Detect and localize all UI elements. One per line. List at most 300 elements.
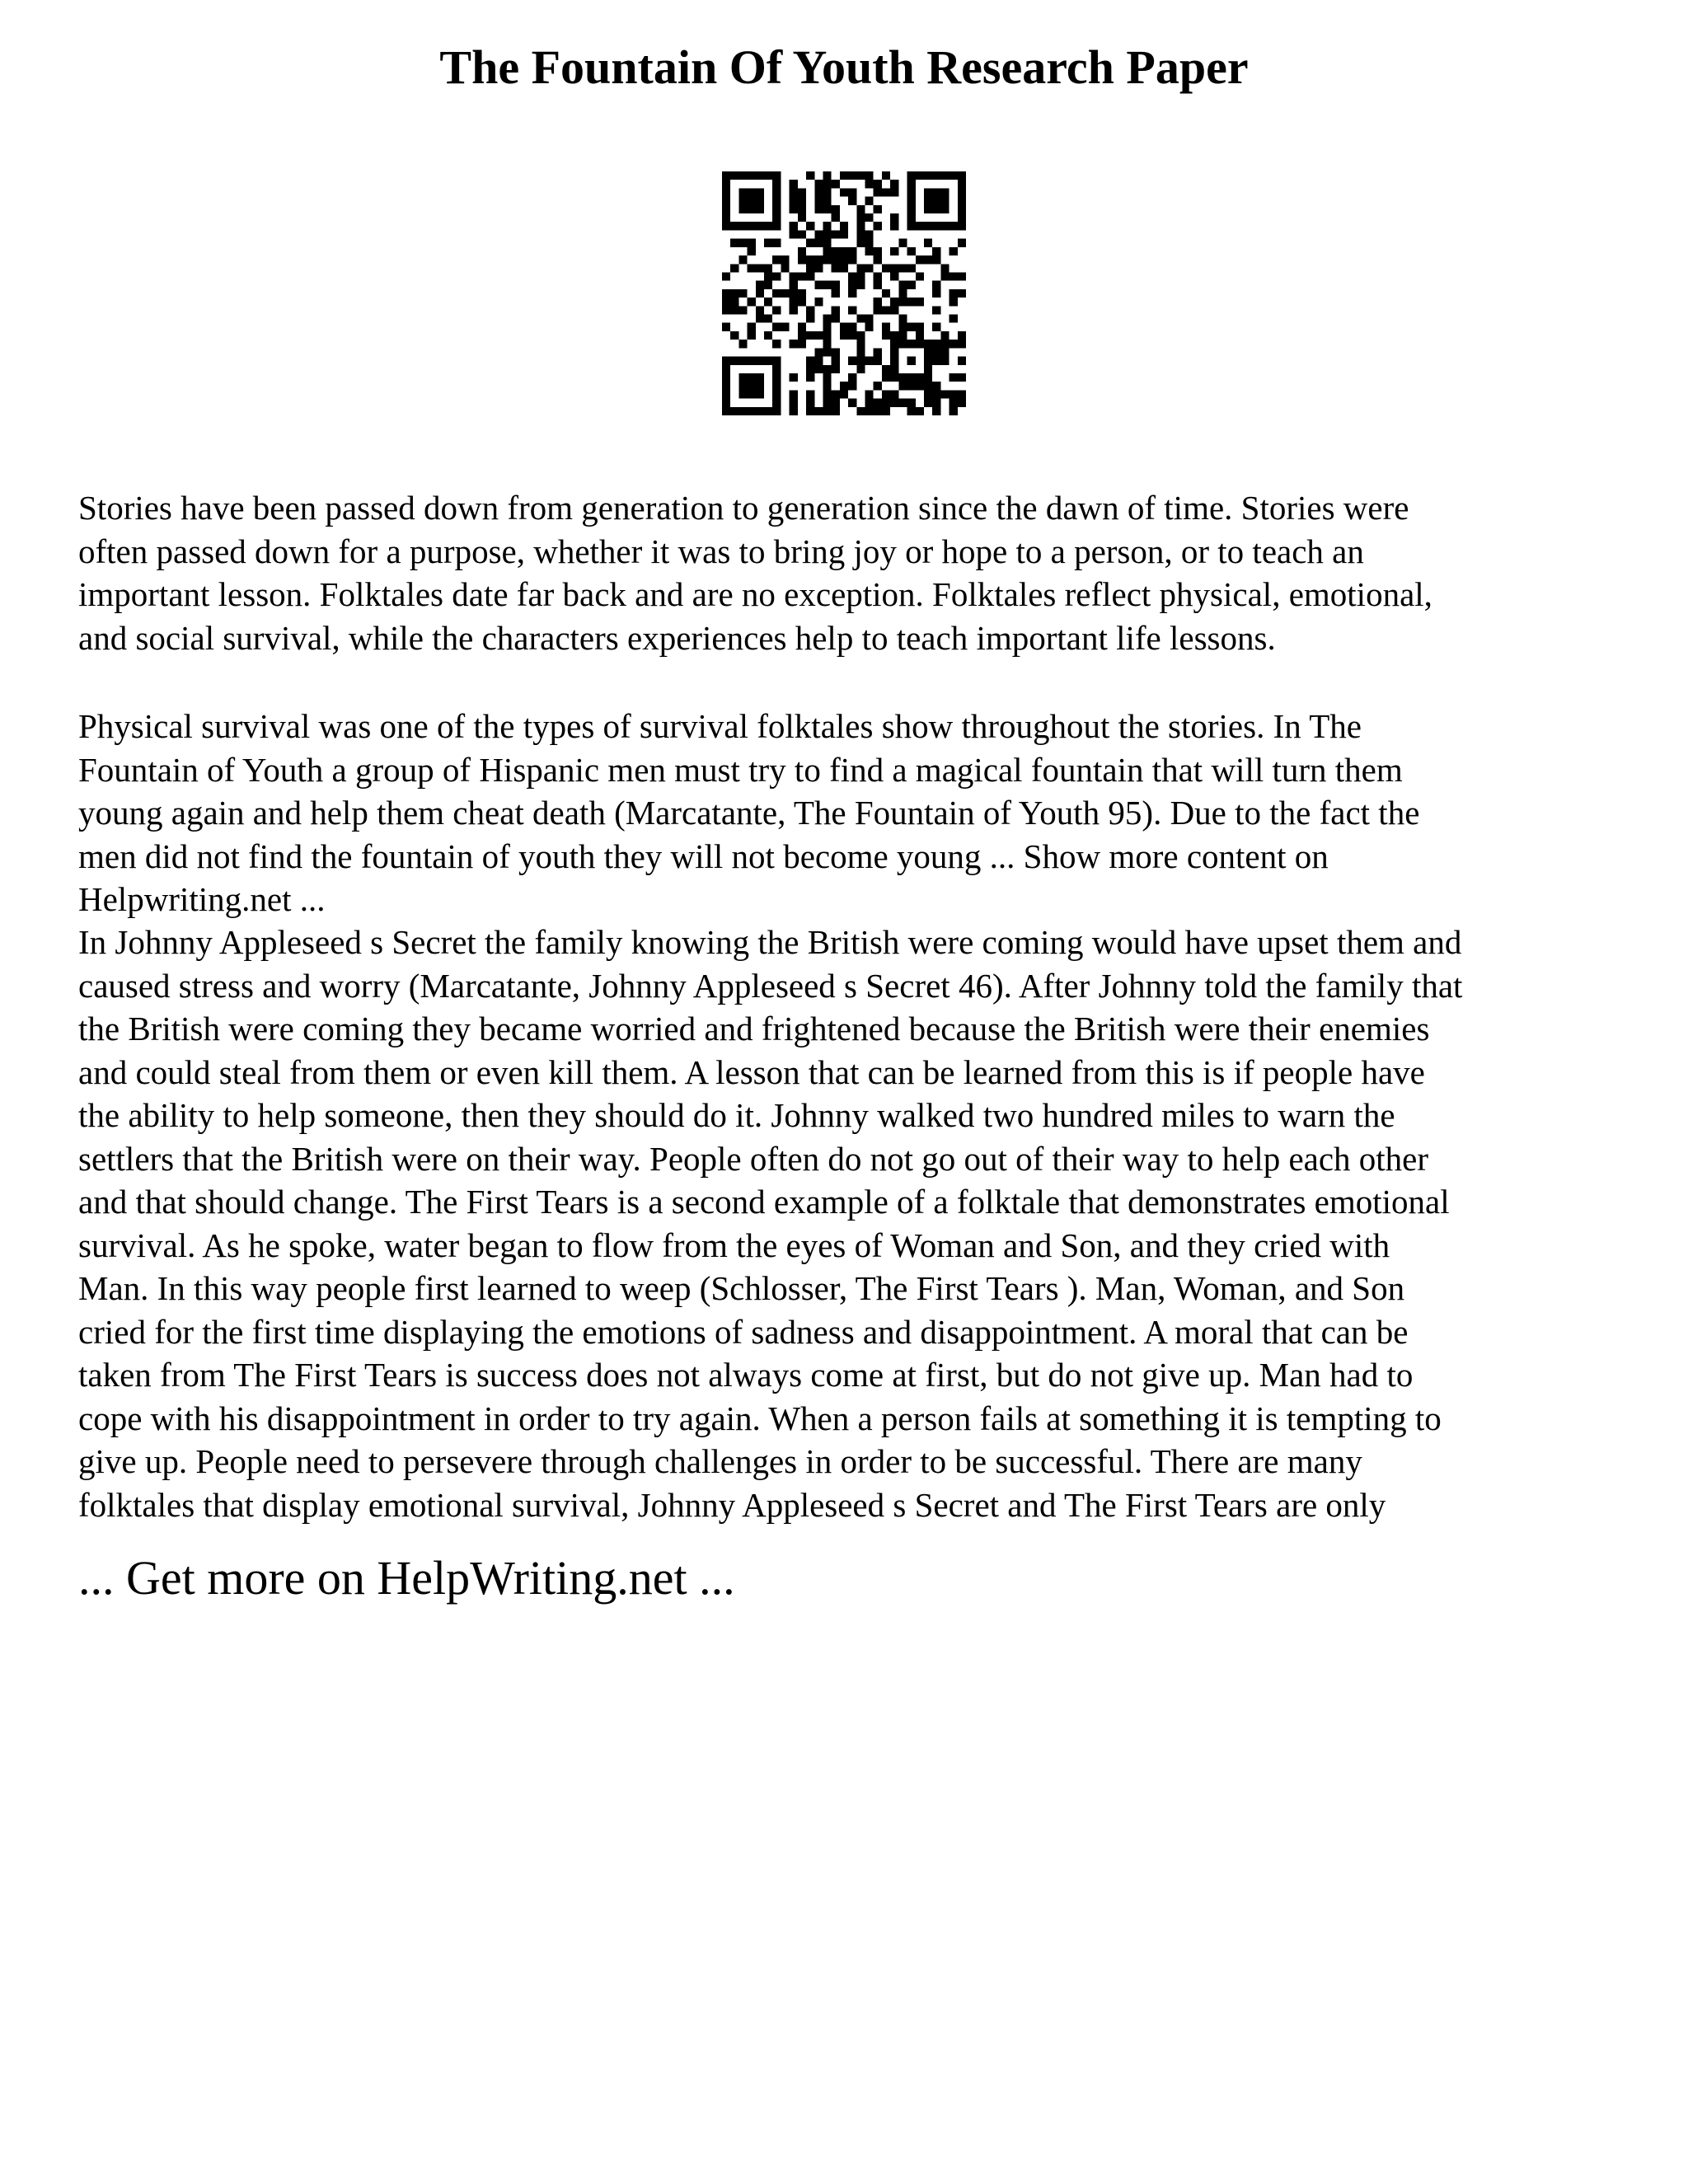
text-line: give up. People need to persevere through challenges in order to be successful. There are many [78,1442,1362,1480]
qr-module [924,348,932,356]
qr-module [940,188,949,196]
qr-module [882,365,890,373]
text-line: In Johnny Appleseed s Secret the family knowing the British were coming would have upset them and [78,923,1462,961]
qr-module [932,255,940,264]
qr-module [730,239,738,247]
qr-module [874,357,882,365]
qr-module [764,357,772,365]
qr-module [932,340,940,348]
qr-module [958,197,966,205]
qr-module [738,390,747,398]
qr-module [722,272,730,280]
qr-module [772,390,781,398]
qr-module [832,357,840,365]
qr-module [848,197,856,205]
qr-module [916,323,924,331]
qr-module [730,357,738,365]
qr-module [832,213,840,222]
qr-module [907,407,916,415]
qr-module [806,222,814,230]
qr-module [764,264,772,272]
qr-module [890,188,898,196]
qr-module [798,213,806,222]
qr-module [798,331,806,340]
text-line: and that should change. The First Tears is a second example of a folktale that demonstrates emotional [78,1183,1450,1221]
qr-module [848,399,856,407]
qr-module [764,281,772,289]
qr-module [848,281,856,289]
qr-module [823,171,831,180]
qr-module [814,239,823,247]
qr-module [882,390,890,398]
qr-module [916,407,924,415]
qr-module [722,373,730,382]
qr-module [748,171,756,180]
qr-module [874,407,882,415]
qr-module [832,255,840,264]
text-line: the ability to help someone, then they should do it. Johnny walked two hundred miles to warn the [78,1096,1395,1134]
qr-module [898,281,907,289]
qr-module [832,281,840,289]
qr-module [856,272,865,280]
qr-module [916,298,924,306]
qr-module [865,323,874,331]
qr-module [898,382,907,390]
qr-module [730,264,738,272]
qr-module [882,289,890,298]
qr-module [940,331,949,340]
qr-module [890,365,898,373]
qr-module [865,180,874,188]
qr-module [756,171,764,180]
qr-module [772,399,781,407]
qr-module [832,306,840,314]
qr-module [772,272,781,280]
qr-module [764,171,772,180]
text-line: Stories have been passed down from generation to generation since the dawn of time. Stories were [78,489,1409,527]
qr-module [798,197,806,205]
qr-module [958,180,966,188]
qr-module [840,230,848,238]
qr-module [932,289,940,298]
qr-module [907,247,916,255]
qr-module [730,331,738,340]
qr-module [738,340,747,348]
qr-module [738,357,747,365]
qr-module [790,298,798,306]
qr-module [748,247,756,255]
qr-module [874,180,882,188]
qr-module [856,357,865,365]
qr-module [748,298,756,306]
qr-module [865,399,874,407]
qr-module [907,382,916,390]
qr-module [890,222,898,230]
qr-module [738,306,747,314]
qr-module [772,407,781,415]
qr-module [924,222,932,230]
qr-module [772,188,781,196]
qr-module [932,188,940,196]
qr-module [823,331,831,340]
qr-module [907,264,916,272]
qr-module [814,188,823,196]
qr-module [882,323,890,331]
text-line: cried for the first time displaying the emotions of sadness and disappointment. A moral that can be [78,1312,1409,1351]
qr-module [814,348,823,356]
qr-module [722,382,730,390]
text-line: and could steal from them or even kill them. A lesson that can be learned from this is if people have [78,1052,1425,1091]
qr-module [932,205,940,213]
qr-module [814,180,823,188]
qr-module [790,399,798,407]
qr-module [832,315,840,323]
qr-module [958,188,966,196]
qr-module [840,390,848,398]
qr-module [874,255,882,264]
qr-module [814,298,823,306]
qr-module [856,264,865,272]
qr-module [738,239,747,247]
text-line: men did not find the fountain of youth they will not become young ... Show more content on [78,837,1329,875]
qr-module [814,255,823,264]
qr-module [950,272,958,280]
qr-module [958,340,966,348]
qr-module [806,390,814,398]
qr-module [940,357,949,365]
qr-module [890,180,898,188]
qr-module [738,382,747,390]
qr-module [924,197,932,205]
qr-module [958,357,966,365]
qr-module [874,298,882,306]
qr-module [823,340,831,348]
qr-module [748,188,756,196]
qr-module [814,230,823,238]
qr-module [848,171,856,180]
qr-module [950,407,958,415]
qr-module [882,171,890,180]
qr-module [730,306,738,314]
text-line: taken from The First Tears is success does not always come at first, but do not give up. Man had to [78,1356,1414,1394]
qr-module [798,298,806,306]
qr-module [790,188,798,196]
qr-module [823,390,831,398]
qr-module [874,188,882,196]
qr-module [764,272,772,280]
page-title: The Fountain Of Youth Research Paper [439,40,1249,94]
qr-module [865,264,874,272]
qr-module [940,264,949,272]
qr-module [907,323,916,331]
qr-module [772,323,781,331]
qr-module [932,197,940,205]
qr-module [907,373,916,382]
qr-module [748,323,756,331]
qr-module [738,222,747,230]
qr-module [806,407,814,415]
qr-module [950,373,958,382]
qr-module [738,205,747,213]
qr-module [790,340,798,348]
qr-module [848,306,856,314]
qr-module [722,222,730,230]
text-line: Fountain of Youth a group of Hispanic men must try to find a magical fountain that will turn them [78,750,1403,789]
qr-module [823,382,831,390]
qr-module [924,365,932,373]
qr-module [748,239,756,247]
qr-module [832,399,840,407]
qr-module [806,365,814,373]
qr-module [848,272,856,280]
qr-module [890,348,898,356]
qr-module [756,281,764,289]
qr-module [722,390,730,398]
qr-module [950,298,958,306]
qr-module [840,331,848,340]
text-line: often passed down for a purpose, whether it was to bring joy or hope to a person, or to teach an [78,532,1364,570]
qr-module [874,382,882,390]
qr-module [756,264,764,272]
qr-module [856,213,865,222]
qr-module [882,407,890,415]
qr-module [932,348,940,356]
qr-module [738,188,747,196]
qr-module [814,281,823,289]
qr-module [814,407,823,415]
qr-module [907,171,916,180]
text-line: folktales that display emotional survival, Johnny Appleseed s Secret and The First Tears are only [78,1485,1386,1524]
qr-module [907,357,916,365]
qr-module [738,373,747,382]
text-line: important lesson. Folktales date far back and are no exception. Folktales reflect physical, emotional, [78,575,1432,613]
qr-module [907,213,916,222]
qr-module [772,171,781,180]
qr-module [882,399,890,407]
qr-module [748,382,756,390]
qr-module [790,230,798,238]
qr-module [924,399,932,407]
qr-module [898,315,907,323]
qr-module [940,205,949,213]
qr-module [907,180,916,188]
qr-module [890,272,898,280]
qr-module [840,382,848,390]
qr-module [940,197,949,205]
qr-module [932,281,940,289]
qr-module [798,205,806,213]
qr-module [756,222,764,230]
qr-module [823,373,831,382]
qr-module [958,205,966,213]
paragraph-physical-survival [78,705,1628,921]
qr-module [916,382,924,390]
qr-module [798,255,806,264]
qr-module [764,331,772,340]
qr-module [806,272,814,280]
qr-module [840,323,848,331]
qr-module [916,373,924,382]
qr-module [848,373,856,382]
qr-module [856,230,865,238]
qr-module [940,171,949,180]
qr-module [823,315,831,323]
qr-module [823,197,831,205]
qr-module [924,239,932,247]
qr-module [798,340,806,348]
qr-module [958,171,966,180]
qr-module [772,289,781,298]
qr-module [865,315,874,323]
qr-module [823,239,831,247]
get-more-link[interactable]: ... Get more on HelpWriting.net ... [78,1551,735,1605]
qr-module [865,230,874,238]
qr-module [874,281,882,289]
qr-module [924,357,932,365]
qr-module [772,239,781,247]
qr-module [790,197,798,205]
qr-module [730,222,738,230]
qr-module [823,222,831,230]
qr-module [907,340,916,348]
qr-module [722,399,730,407]
qr-module [950,390,958,398]
qr-module [924,188,932,196]
text-line: young again and help them cheat death (Marcatante, The Fountain of Youth 95). Due to the fact the [78,794,1420,832]
qr-module [722,357,730,365]
qr-module [907,205,916,213]
qr-module [790,306,798,314]
qr-module [756,315,764,323]
qr-module [958,213,966,222]
qr-module [756,306,764,314]
qr-module [932,222,940,230]
qr-module [730,289,738,298]
text-line: cope with his disappointment in order to try again. When a person fails at something it is tempting to [78,1399,1442,1437]
qr-module [958,373,966,382]
qr-module [874,247,882,255]
qr-module [856,340,865,348]
qr-module [814,357,823,365]
qr-module [940,272,949,280]
qr-module [932,306,940,314]
qr-module [790,407,798,415]
qr-module [907,399,916,407]
qr-module [865,407,874,415]
qr-module [924,255,932,264]
qr-module [950,289,958,298]
qr-module [865,247,874,255]
qr-module [756,382,764,390]
qr-module [898,331,907,340]
qr-module [806,399,814,407]
qr-module [806,315,814,323]
qr-module [823,230,831,238]
qr-module [823,205,831,213]
qr-module [722,289,730,298]
qr-module [865,239,874,247]
qr-module [823,348,831,356]
qr-module [898,323,907,331]
qr-module [832,230,840,238]
qr-module [865,171,874,180]
qr-module [924,340,932,348]
qr-module [916,272,924,280]
qr-module [738,171,747,180]
qr-module [806,331,814,340]
qr-module [772,213,781,222]
qr-module [772,306,781,314]
qr-module [832,205,840,213]
qr-module [781,255,789,264]
qr-module [924,373,932,382]
qr-module [790,390,798,398]
qr-module [823,281,831,289]
qr-module [932,390,940,398]
qr-module [798,247,806,255]
qr-module [748,407,756,415]
qr-module [958,289,966,298]
qr-module [848,331,856,340]
qr-module [882,373,890,382]
qr-module [840,255,848,264]
qr-module [848,247,856,255]
qr-module [882,188,890,196]
qr-module [940,348,949,356]
qr-module [898,340,907,348]
qr-module [814,205,823,213]
qr-module [756,390,764,398]
qr-module [882,264,890,272]
qr-module [823,255,831,264]
qr-module [932,171,940,180]
qr-module [806,264,814,272]
qr-module [764,239,772,247]
qr-module [748,205,756,213]
qr-module [748,390,756,398]
qr-module [865,197,874,205]
qr-module [756,197,764,205]
qr-module [814,197,823,205]
qr-module [781,289,789,298]
qr-module [916,255,924,264]
qr-module [882,331,890,340]
qr-module [832,407,840,415]
qr-module [940,340,949,348]
qr-module [814,365,823,373]
qr-module [874,399,882,407]
qr-module [790,373,798,382]
qr-module [840,171,848,180]
qr-module [798,230,806,238]
qr-module [772,357,781,365]
qr-module [772,255,781,264]
qr-module [898,264,907,272]
qr-module [722,213,730,222]
text-line: and social survival, while the characters experiences help to teach important life lessons. [78,618,1276,657]
qr-module [856,348,865,356]
qr-module [856,331,865,340]
qr-module [772,340,781,348]
qr-module [806,239,814,247]
qr-module [798,272,806,280]
qr-module [907,197,916,205]
qr-module [856,315,865,323]
text-line: settlers that the British were on their way. People often do not go out of their way to help each other [78,1139,1429,1178]
qr-module [823,407,831,415]
qr-module [722,365,730,373]
qr-module [738,289,747,298]
